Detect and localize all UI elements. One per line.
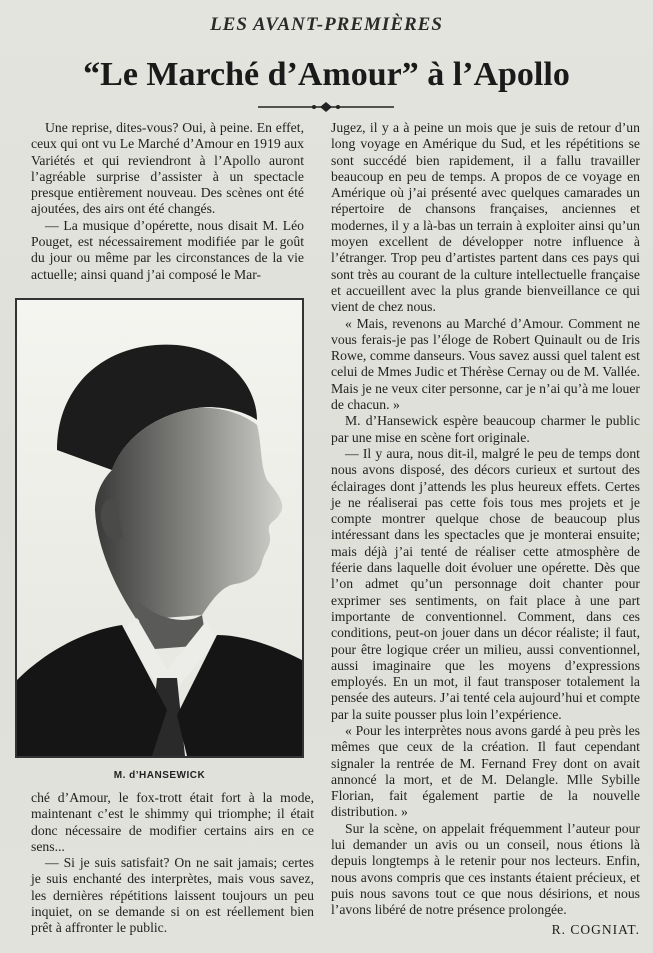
- section-heading: LES AVANT-PREMIÈRES: [210, 14, 443, 35]
- paragraph: Sur la scène, on appelait fréquemment l’auteur pour lui demander un avis ou un conseil, nous étions là depuis longtemps à le retenir pour nos lecteurs. Enfin, nous avons compris que ces instants étaient précieux, et puis nous savons tout ce que nous désirions, et nous l’avons libéré de notre présence prolongée.: [331, 820, 640, 918]
- paragraph: — La musique d’opérette, nous disait M. Léo Pouget, est nécessairement modifiée par le goût du jour ou même par les circonstances de la vie actuelle; ainsi quand j’ai composé le Mar-: [31, 217, 304, 282]
- paragraph: M. d’Hansewick espère beaucoup charmer le public par une mise en scène fort originale.: [331, 413, 640, 445]
- author-signature: R. COGNIAT.: [551, 922, 640, 937]
- article-title: “Le Marché d’Amour” à l’Apollo: [83, 56, 570, 93]
- photo-caption: M. d’HANSEWICK: [113, 770, 206, 781]
- paragraph: Une reprise, dites-vous? Oui, à peine. En effet, ceux qui ont vu Le Marché d’Amour en 1919 aux Variétés et qui reviendront à l’Apollo auront l’agréable surprise d’assister à un spectacle presque entièrement nouveau. Des scènes ont été ajoutées, des airs ont été changés.: [31, 120, 304, 217]
- portrait-photo: [15, 298, 304, 758]
- paragraph: — Si je suis satisfait? On ne sait jamais; certes je suis enchanté des interprètes, mais vous savez, les dernières répétitions laissent toujours un peu inquiet, on se demande si on est réellement bien prêt à affronter le public.: [31, 855, 314, 936]
- paragraph: — Il y aura, nous dit-il, malgré le peu de temps dont nous avons disposé, des décors curieux et surtout des éclairages dont j’attends les plus heureux effets. Certes je ne réaliserai pas cette fois tous mes projets et je compte montrer quelque chose de beaucoup plus intéressant dans les spectacles que je monterai ensuite; mais déjà j’ai tenté de réaliser cette atmosphère de féerie dans laquelle doit évoluer une opérette. Dès que l’on admet qu’un personnage doit chanter pour exprimer ses sentiments, on fait place à une part importante de conventionnel. Comment, dans ces conditions, peut-on jouer dans un décor réaliste; il faut, pour être logique créer un milieu, aussi conventionnel, aussi imaginaire que les moyens d’expressions employés. En un mot, il faut transposer totalement la pensée des auteurs. J’ai tenté cela aujourd’hui et compte par la suite pousser plus loin l’expérience.: [331, 445, 640, 722]
- right-column: [331, 120, 640, 919]
- left-column-top: [31, 120, 304, 283]
- portrait-image: [17, 300, 302, 756]
- title-ornament: [258, 100, 394, 114]
- paragraph: ché d’Amour, le fox-trott était fort à la mode, maintenant c’est le shimmy qui triomphe; il était donc nécessaire de modifier certains airs en ce sens...: [31, 790, 314, 854]
- paragraph: « Mais, revenons au Marché d’Amour. Comment ne vous ferais-je pas l’éloge de Robert Quinault ou de Iris Rowe, comme danseurs. Vous savez aussi quel talent est celui de Mmes Judic et Thérèse Cernay ou de M. Vallée. Mais je ne veux citer personne, car je n’ai qu’à me louer de chacun. »: [331, 315, 640, 413]
- left-column-bottom: [31, 790, 314, 937]
- paragraph: « Pour les interprètes nous avons gardé à peu près les mêmes que ceux de la création. Il faut cependant signaler la rentrée de M. Fernand Frey dont on avait annoncé la mort, et de M. Delangle. Mlle Sybille Florian, fait également partie de la nouvelle distribution. »: [331, 722, 640, 820]
- paragraph: Jugez, il y a à peine un mois que je suis de retour d’un long voyage en Amérique du Sud, et les répétitions se sont succédé bien rapidement, il a fallu travailler beaucoup en peu de temps. A propos de ce voyage en Amérique où j’ai présenté avec quelques camarades un répertoire de chansons françaises, anciennes et modernes, il y a là-bas un terrain à exploiter ainsi qu’un moyen excellent de développer notre influence à l’étranger. Trop peu d’artistes partent dans ces pays qui sont très au courant de la culture intellectuelle française et accueillent avec la plus grande bienveillance ce qui vient de chez nous.: [331, 120, 640, 315]
